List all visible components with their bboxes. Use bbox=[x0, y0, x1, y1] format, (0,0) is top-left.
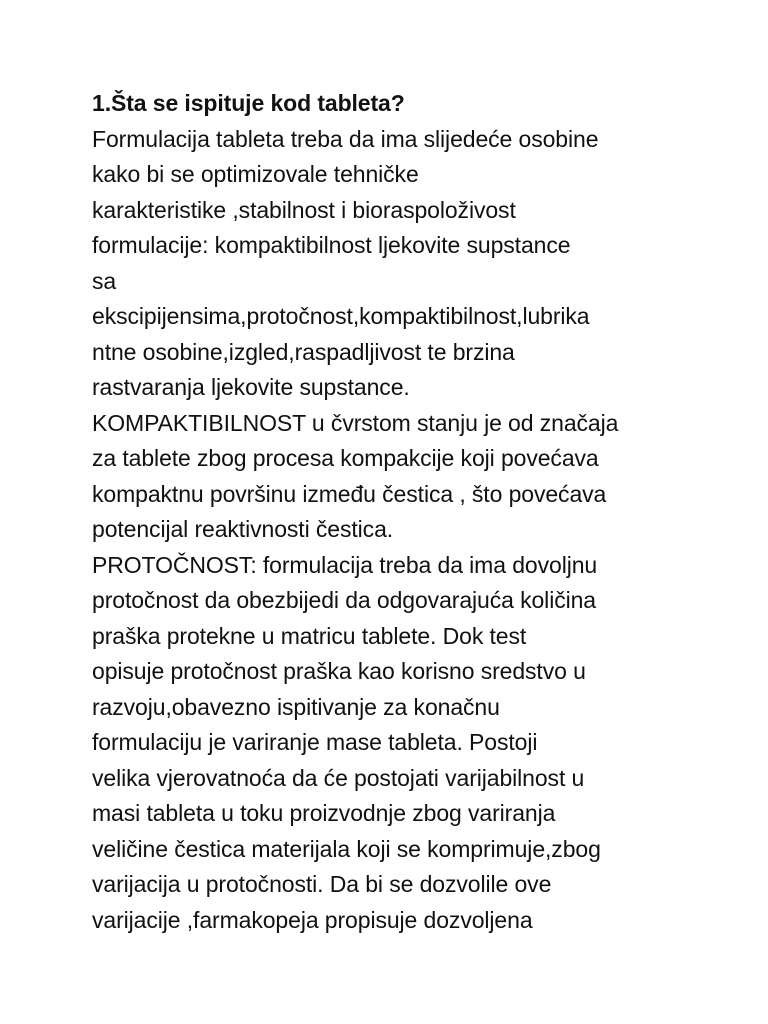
text-line: veličine čestica materijala koji se komprimuje,zbog bbox=[92, 835, 601, 862]
text-line: razvoju,obavezno ispitivanje za konačnu bbox=[92, 693, 500, 720]
text-line: ntne osobine,izgled,raspadljivost te brzina bbox=[92, 338, 515, 365]
text-line: opisuje protočnost praška kao korisno sredstvo u bbox=[92, 658, 586, 684]
text-line: praška protekne u matricu tablete. Dok test bbox=[92, 622, 527, 649]
text-line: velika vjerovatnoća da će postojati varijabilnost u bbox=[92, 764, 585, 791]
text-line: kompaktnu površinu između čestica , što povećava bbox=[92, 480, 607, 507]
document-page bbox=[92, 86, 692, 938]
text-line: za tablete zbog procesa kompakcije koji povećava bbox=[92, 445, 599, 471]
text-line: ekscipijensima,protočnost,kompaktibilnost,lubrika bbox=[92, 303, 590, 329]
text-line: formulaciju je variranje mase tableta. Postoji bbox=[92, 729, 538, 755]
text-line: potencijal reaktivnosti čestica. bbox=[92, 516, 394, 542]
text-line: masi tableta u toku proizvodnje zbog variranja bbox=[92, 800, 556, 826]
text-line: KOMPAKTIBILNOST u čvrstom stanju je od značaja bbox=[92, 409, 619, 436]
text-line: varijacija u protočnosti. Da bi se dozvolile ove bbox=[92, 871, 552, 897]
text-line: kako bi se optimizovale tehničke bbox=[92, 161, 419, 187]
text-line: karakteristike ,stabilnost i bioraspoloživost bbox=[92, 196, 516, 223]
text-line: sa bbox=[92, 267, 117, 294]
text-line: formulacije: kompaktibilnost ljekovite supstance bbox=[92, 232, 571, 258]
text-line: Formulacija tableta treba da ima slijedeće osobine bbox=[92, 125, 599, 152]
text-line: varijacije ,farmakopeja propisuje dozvoljena bbox=[92, 906, 533, 933]
text-line: protočnost da obezbijedi da odgovarajuća količina bbox=[92, 587, 596, 613]
text-line: PROTOČNOST: formulacija treba da ima dovoljnu bbox=[92, 551, 598, 578]
question-heading: 1.Šta se ispituje kod tableta? bbox=[92, 90, 405, 116]
text-line: rastvaranja ljekovite supstance. bbox=[92, 374, 410, 400]
